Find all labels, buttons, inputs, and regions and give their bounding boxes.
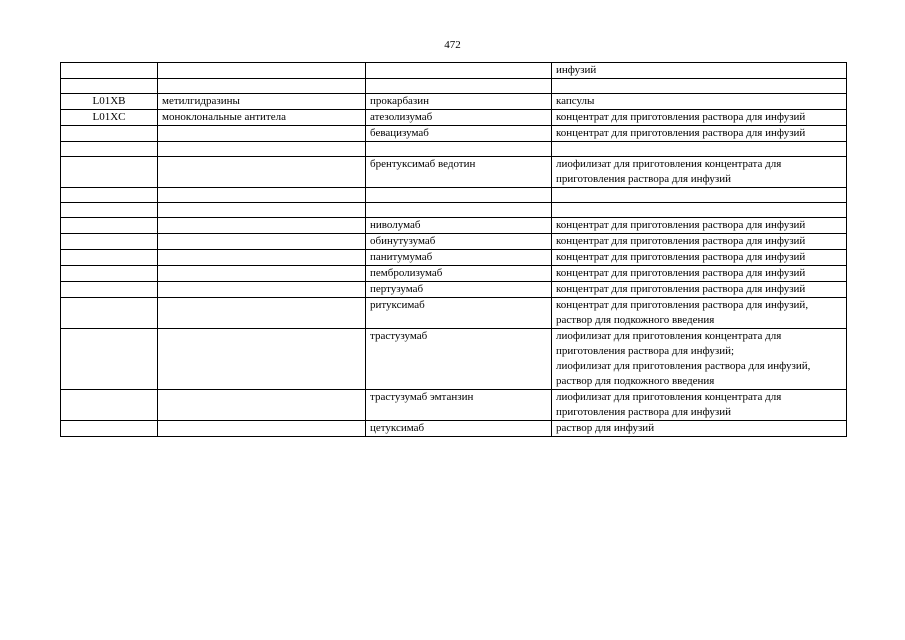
atc-code-cell	[61, 298, 158, 329]
atc-code-cell	[61, 250, 158, 266]
drug-cell: ритуксимаб	[366, 298, 552, 329]
atc-code-cell	[61, 390, 158, 421]
form-cell: концентрат для приготовления раствора для инфузий	[552, 126, 847, 142]
atc-code-cell: L01XC	[61, 110, 158, 126]
form-cell: раствор для инфузий	[552, 421, 847, 437]
group-cell	[158, 390, 366, 421]
drug-cell	[366, 203, 552, 218]
group-cell: моноклональные антитела	[158, 110, 366, 126]
table-row	[61, 126, 847, 142]
drug-cell: обинутузумаб	[366, 234, 552, 250]
table-row	[61, 298, 847, 329]
drug-cell: бевацизумаб	[366, 126, 552, 142]
atc-code-cell	[61, 126, 158, 142]
group-cell	[158, 234, 366, 250]
drug-cell: пертузумаб	[366, 282, 552, 298]
table-row	[61, 110, 847, 126]
form-cell: лиофилизат для приготовления концентрата для приготовления раствора для инфузий	[552, 157, 847, 188]
table-row	[61, 329, 847, 390]
atc-code-cell	[61, 142, 158, 157]
group-cell	[158, 157, 366, 188]
group-cell: метилгидразины	[158, 94, 366, 110]
table-row	[61, 203, 847, 218]
group-cell	[158, 126, 366, 142]
atc-code-cell	[61, 329, 158, 390]
drug-cell: пембролизумаб	[366, 266, 552, 282]
table-row	[61, 390, 847, 421]
atc-code-cell	[61, 63, 158, 79]
form-cell: концентрат для приготовления раствора для инфузий	[552, 234, 847, 250]
table-row	[61, 94, 847, 110]
form-cell: концентрат для приготовления раствора для инфузий	[552, 218, 847, 234]
atc-code-cell	[61, 157, 158, 188]
atc-code-cell	[61, 282, 158, 298]
atc-code-cell	[61, 79, 158, 94]
table-row	[61, 282, 847, 298]
group-cell	[158, 421, 366, 437]
group-cell	[158, 329, 366, 390]
table-row	[61, 250, 847, 266]
drug-cell	[366, 63, 552, 79]
atc-code-cell	[61, 421, 158, 437]
table-row	[61, 234, 847, 250]
table-row	[61, 63, 847, 79]
form-cell: концентрат для приготовления раствора для инфузий	[552, 250, 847, 266]
atc-code-cell	[61, 203, 158, 218]
table-row	[61, 79, 847, 94]
group-cell	[158, 266, 366, 282]
table-row	[61, 188, 847, 203]
drug-cell	[366, 79, 552, 94]
table-row	[61, 218, 847, 234]
form-cell	[552, 142, 847, 157]
drug-cell: ниволумаб	[366, 218, 552, 234]
drug-cell: панитумумаб	[366, 250, 552, 266]
group-cell	[158, 218, 366, 234]
drug-cell: прокарбазин	[366, 94, 552, 110]
form-cell: концентрат для приготовления раствора для инфузий, раствор для подкожного введения	[552, 298, 847, 329]
drug-cell	[366, 142, 552, 157]
page-number: 472	[444, 39, 461, 51]
group-cell	[158, 203, 366, 218]
group-cell	[158, 63, 366, 79]
table-row	[61, 266, 847, 282]
group-cell	[158, 298, 366, 329]
form-cell: капсулы	[552, 94, 847, 110]
form-cell: инфузий	[552, 63, 847, 79]
form-cell: лиофилизат для приготовления концентрата для приготовления раствора для инфузий; лиофилизат для приготовления раствора для инфузий, раствор для подкожного введения	[552, 329, 847, 390]
form-cell	[552, 79, 847, 94]
form-cell: лиофилизат для приготовления концентрата для приготовления раствора для инфузий	[552, 390, 847, 421]
form-cell	[552, 188, 847, 203]
atc-code-cell	[61, 188, 158, 203]
atc-code-cell	[61, 218, 158, 234]
group-cell	[158, 282, 366, 298]
drug-cell	[366, 188, 552, 203]
drug-cell: цетуксимаб	[366, 421, 552, 437]
group-cell	[158, 250, 366, 266]
group-cell	[158, 142, 366, 157]
form-cell: концентрат для приготовления раствора для инфузий	[552, 266, 847, 282]
atc-code-cell	[61, 234, 158, 250]
drug-cell: атезолизумаб	[366, 110, 552, 126]
atc-code-cell	[61, 266, 158, 282]
atc-code-cell: L01XB	[61, 94, 158, 110]
drug-cell: трастузумаб	[366, 329, 552, 390]
form-cell: концентрат для приготовления раствора для инфузий	[552, 110, 847, 126]
group-cell	[158, 79, 366, 94]
table-row	[61, 142, 847, 157]
table-row	[61, 421, 847, 437]
form-cell: концентрат для приготовления раствора для инфузий	[552, 282, 847, 298]
drug-cell: брентуксимаб ведотин	[366, 157, 552, 188]
drug-cell: трастузумаб эмтанзин	[366, 390, 552, 421]
group-cell	[158, 188, 366, 203]
table-row	[61, 157, 847, 188]
form-cell	[552, 203, 847, 218]
drug-table	[60, 62, 847, 437]
